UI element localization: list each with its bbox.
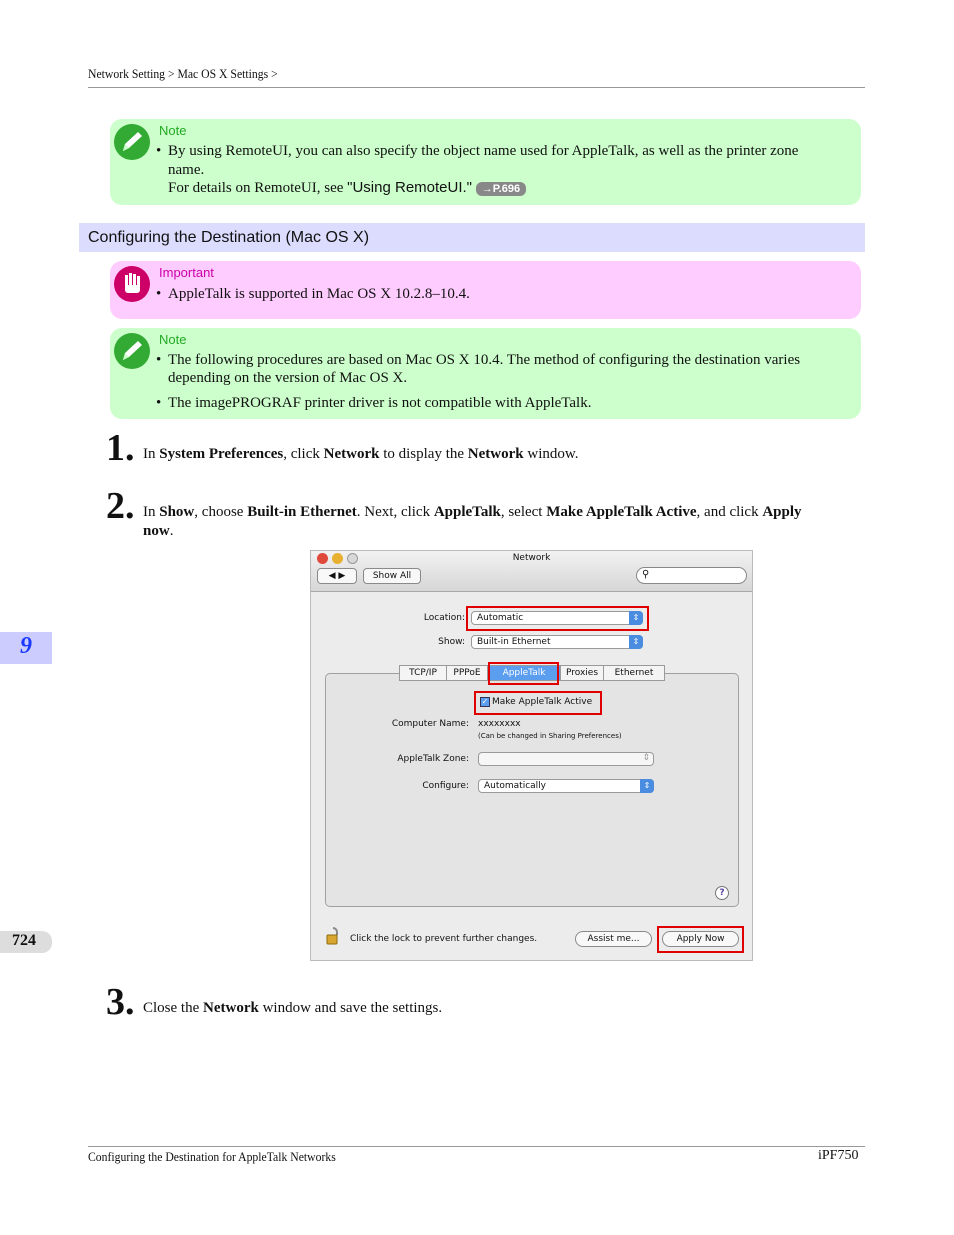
tab-pppoe[interactable]: PPPoE [446, 665, 488, 681]
location-label: Location: [423, 613, 465, 623]
note-bullet: • The following procedures are based on Mac OS X 10.4. The method of configuring the destination varies depending on the version of Mac OS X. [156, 352, 801, 386]
breadcrumb: Network Setting > Mac OS X Settings > [88, 66, 278, 81]
hand-stop-icon [114, 266, 150, 302]
remoteui-link[interactable]: "Using RemoteUI." [347, 179, 472, 196]
important-text: AppleTalk is supported in Mac OS X 10.2.8–10.4. [168, 286, 470, 302]
computer-name-label: Computer Name: [391, 719, 469, 729]
page-number: 724 [12, 932, 36, 949]
configure-popup[interactable] [478, 779, 654, 793]
back-forward-buttons[interactable]: ◀ ▶ [317, 568, 357, 584]
note-text-line1: The following procedures are based on Mac OS X 10.4. The method of configuring the destination varies [168, 352, 801, 368]
apply-now-button[interactable]: Apply Now [662, 931, 739, 947]
show-value: Built-in Ethernet [477, 637, 551, 647]
chapter-number: 9 [20, 633, 32, 659]
note-text-line2: depending on the version of Mac OS X. [168, 370, 408, 386]
zone-popup[interactable] [478, 752, 654, 766]
tab-tcpip[interactable]: TCP/IP [399, 665, 447, 681]
note-text-line2: name. [168, 162, 205, 178]
note-box [110, 119, 861, 205]
important-bullet: • AppleTalk is supported in Mac OS X 10.2.8–10.4. [156, 286, 470, 302]
popup-arrow-icon: ⇕ [629, 635, 643, 649]
step-text: In System Preferences, click Network to display the Network window. [143, 446, 579, 462]
popup-arrow-icon: ⇕ [640, 779, 654, 793]
location-popup[interactable] [471, 611, 643, 625]
search-input[interactable] [636, 567, 747, 584]
lock-icon[interactable] [326, 927, 340, 945]
page-number-tab [0, 931, 52, 953]
help-button[interactable]: ? [715, 886, 729, 900]
note-label: Note [159, 332, 187, 347]
important-box [110, 261, 861, 319]
assist-me-button[interactable]: Assist me... [575, 931, 652, 947]
section-heading [79, 223, 865, 252]
show-popup[interactable] [471, 635, 643, 649]
note-text-line3: The imagePROGRAF printer driver is not compatible with AppleTalk. [168, 395, 592, 411]
header-rule [88, 87, 865, 88]
appletalk-tab-highlight [488, 662, 559, 685]
chapter-tab[interactable] [0, 632, 52, 664]
popup-arrow-icon: ⇕ [642, 753, 650, 763]
note-text-line1: By using RemoteUI, you can also specify the object name used for AppleTalk, as well as the printer zone [168, 143, 799, 159]
tab-appletalk[interactable]: AppleTalk [487, 665, 561, 681]
lock-text: Click the lock to prevent further changes. [350, 934, 538, 944]
footer-title: Configuring the Destination for AppleTalk Networks [88, 1149, 336, 1164]
show-all-button[interactable]: Show All [363, 568, 421, 584]
note-box-2 [110, 328, 861, 419]
footer-rule [88, 1146, 865, 1147]
step-number: 2. [106, 485, 135, 527]
make-active-label: Make AppleTalk Active [492, 697, 593, 707]
computer-name-value: xxxxxxxx [478, 719, 521, 729]
pencil-note-icon [114, 124, 150, 160]
popup-arrow-icon: ⇕ [629, 611, 643, 625]
network-window [310, 550, 753, 961]
page-reference-badge[interactable]: →P.696 [476, 182, 526, 196]
note-text-line3 [168, 179, 526, 197]
note-bullet: • The imagePROGRAF printer driver is not compatible with AppleTalk. [156, 395, 592, 411]
computer-name-hint: (Can be changed in Sharing Preferences) [478, 732, 622, 740]
note-bullet: • By using RemoteUI, you can also specify the object name used for AppleTalk, as well as the printer zone name. For details on RemoteUI, see "Using RemoteUI." →P.696 [156, 143, 799, 196]
step-number: 3. [106, 981, 135, 1023]
footer-model: iPF750 [818, 1148, 859, 1163]
note-text-prefix: For details on RemoteUI, see [168, 180, 348, 196]
tab-ethernet[interactable]: Ethernet [603, 665, 665, 681]
show-label: Show: [438, 637, 465, 647]
step-number: 1. [106, 427, 135, 469]
pencil-note-icon [114, 333, 150, 369]
step-text: Close the Network window and save the settings. [143, 1000, 443, 1016]
window-title: Network [512, 553, 551, 563]
section-title: Configuring the Destination (Mac OS X) [88, 229, 370, 246]
zone-label: AppleTalk Zone: [397, 754, 469, 764]
important-label: Important [159, 265, 214, 280]
step-text: In Show, choose Built-in Ethernet. Next, click AppleTalk, select Make AppleTalk Active, and click Apply now. [143, 504, 802, 539]
make-active-checkbox[interactable]: ✓ [481, 697, 489, 706]
location-value: Automatic [477, 613, 524, 623]
configure-label: Configure: [422, 781, 469, 791]
search-icon: ⚲ [642, 569, 650, 580]
tab-proxies[interactable]: Proxies [560, 665, 604, 681]
configure-value: Automatically [484, 781, 546, 791]
note-label: Note [159, 123, 187, 138]
